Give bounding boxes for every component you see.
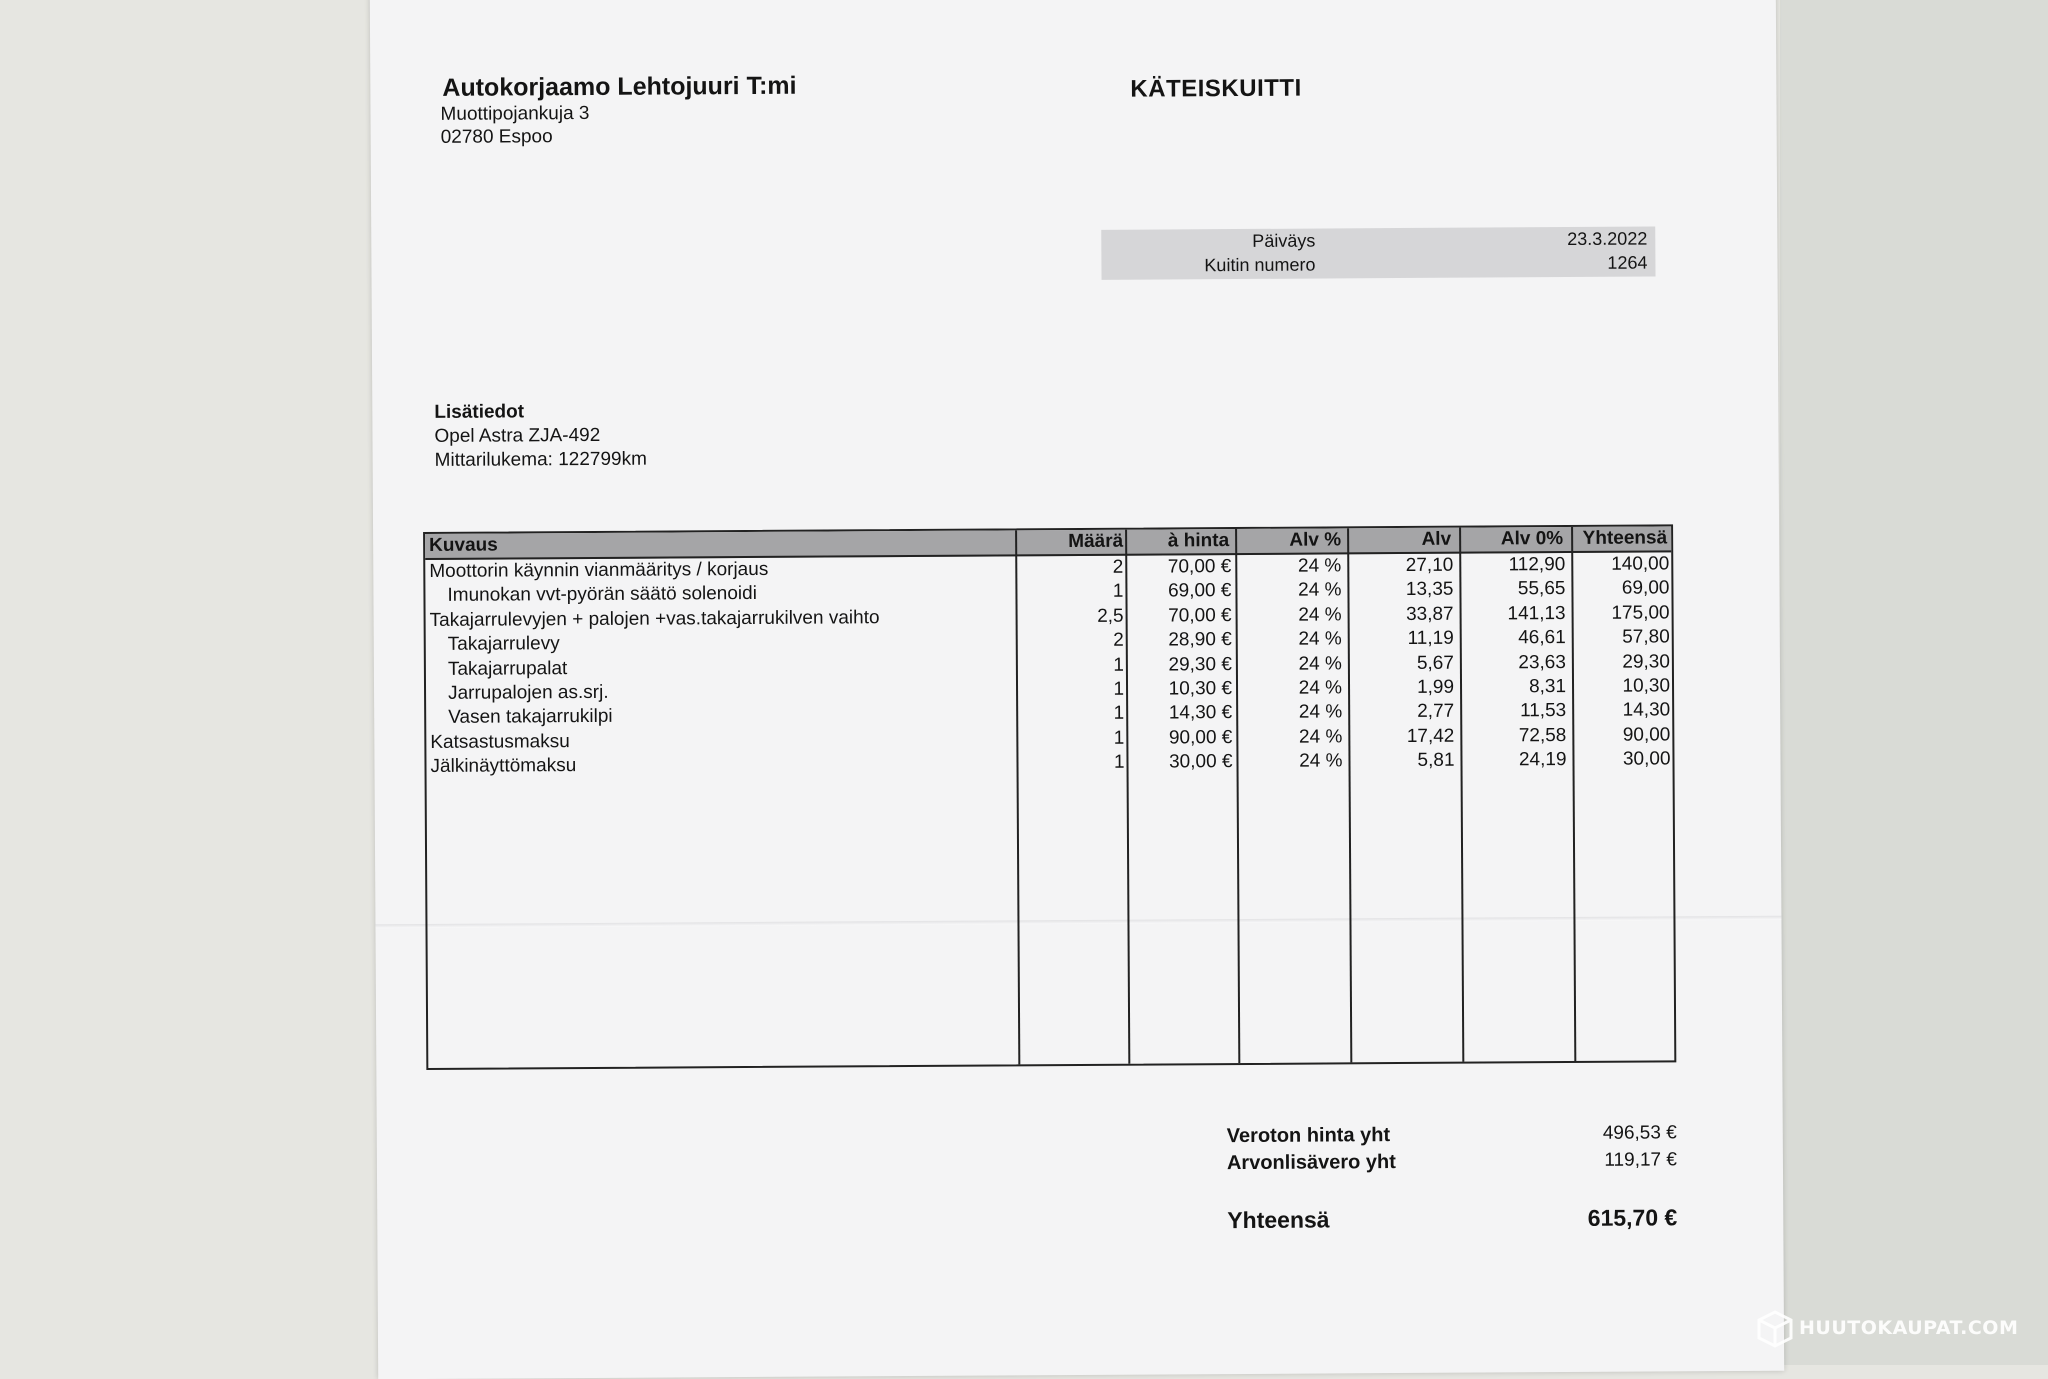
cell-quantity: 1 [1112, 581, 1124, 603]
cell-vat-percent: 24 % [1298, 677, 1343, 699]
cell-vat-percent: 24 % [1297, 555, 1342, 577]
net-total-value: 496,53 € [1602, 1122, 1677, 1144]
company-street: Muottipojankuja 3 [440, 102, 590, 125]
header-total: Yhteensä [1582, 527, 1668, 549]
cell-vat: 17,42 [1406, 725, 1455, 747]
cell-net: 8,31 [1528, 676, 1567, 698]
header-vat-percent: Alv % [1289, 529, 1342, 551]
cell-vat-percent: 24 % [1298, 726, 1343, 748]
cell-net: 72,58 [1518, 724, 1567, 747]
header-unit-price: à hinta [1167, 530, 1230, 552]
receipt-paper [370, 0, 1784, 1379]
cell-total: 10,30 [1622, 675, 1671, 697]
cell-description: Jarrupalojen as.srj. [447, 681, 609, 704]
cell-total: 30,00 [1622, 748, 1671, 770]
cell-description: Imunokan vvt-pyörän säätö solenoidi [447, 583, 757, 607]
grand-total-label: Yhteensä [1227, 1206, 1330, 1234]
vat-total-label: Arvonlisävero yht [1226, 1151, 1396, 1175]
receipt-info-box [1101, 226, 1655, 279]
header-description: Kuvaus [429, 534, 498, 556]
cell-vat: 27,10 [1405, 554, 1454, 576]
company-name: Autokorjaamo Lehtojuuri T:mi [442, 71, 797, 102]
cell-vat-percent: 24 % [1298, 652, 1342, 675]
cell-unit-price: 70,00 € [1167, 556, 1232, 578]
items-table [423, 524, 1676, 1070]
cell-net: 141,13 [1507, 602, 1566, 625]
cell-vat: 33,87 [1405, 603, 1454, 625]
cell-total: 175,00 [1611, 602, 1670, 624]
cell-vat: 13,35 [1405, 579, 1454, 601]
cell-vat: 5,81 [1417, 749, 1455, 772]
cell-description: Takajarrupalat [447, 657, 568, 680]
cell-vat-percent: 24 % [1298, 604, 1342, 626]
cell-description: Takajarrulevyjen + palojen +vas.takajarrukilven vaihto [429, 607, 880, 631]
cell-quantity: 1 [1113, 678, 1125, 700]
cell-unit-price: 90,00 € [1168, 726, 1233, 749]
grand-total-value: 615,70 € [1587, 1204, 1678, 1231]
receipt-number-value: 1264 [1607, 252, 1648, 273]
date-label: Päiväys [1252, 230, 1316, 251]
cell-unit-price: 14,30 € [1168, 702, 1233, 724]
watermark-text: HUUTOKAUPAT.COM [1799, 1317, 2019, 1339]
cell-total: 29,30 [1622, 650, 1670, 673]
header-vat: Alv [1421, 528, 1452, 550]
receipt-number-row [1101, 252, 1655, 279]
cell-net: 11,53 [1519, 700, 1567, 722]
cell-description: Vasen takajarrukilpi [448, 706, 613, 729]
cell-description: Takajarrulevy [447, 633, 560, 656]
cell-net: 46,61 [1518, 627, 1566, 649]
header-quantity: Määrä [1068, 530, 1124, 553]
cell-unit-price: 70,00 € [1168, 604, 1232, 627]
header-net: Alv 0% [1500, 528, 1564, 550]
cell-quantity: 1 [1113, 703, 1125, 725]
receipt-number-label: Kuitin numero [1204, 254, 1316, 276]
cell-total: 57,80 [1622, 626, 1670, 648]
cell-quantity: 2 [1113, 629, 1124, 651]
cell-total: 90,00 [1622, 724, 1671, 746]
cell-total: 69,00 [1621, 577, 1670, 600]
cell-quantity: 2,5 [1097, 605, 1124, 627]
company-city: 02780 Espoo [440, 126, 553, 148]
date-value: 23.3.2022 [1567, 228, 1648, 249]
cell-vat: 11,19 [1407, 627, 1454, 650]
cell-vat: 2,77 [1417, 701, 1455, 723]
cell-net: 112,90 [1508, 554, 1566, 576]
cell-unit-price: 29,30 € [1168, 653, 1232, 676]
cell-vat-percent: 24 % [1299, 750, 1343, 772]
cell-unit-price: 10,30 € [1168, 678, 1233, 700]
cell-vat-percent: 24 % [1298, 701, 1343, 724]
net-total-label: Veroton hinta yht [1226, 1124, 1391, 1148]
cell-vat: 5,67 [1416, 652, 1454, 674]
cell-total: 140,00 [1611, 553, 1670, 575]
document-title: KÄTEISKUITTI [1130, 74, 1302, 103]
cell-quantity: 2 [1112, 556, 1124, 578]
cell-quantity: 1 [1113, 727, 1125, 749]
cell-quantity: 1 [1113, 654, 1124, 676]
cell-description: Katsastusmaksu [430, 730, 570, 753]
cell-vat-percent: 24 % [1298, 579, 1342, 602]
cell-unit-price: 69,00 € [1167, 580, 1232, 602]
cell-vat: 1,99 [1416, 676, 1455, 698]
cell-total: 14,30 [1622, 699, 1671, 722]
vat-total-value: 119,17 € [1604, 1149, 1677, 1171]
hammer-cube-logo-icon [1755, 1308, 1795, 1348]
cell-unit-price: 30,00 € [1169, 751, 1233, 773]
cell-vat-percent: 24 % [1298, 628, 1342, 650]
cell-description: Jälkinäyttömaksu [430, 755, 577, 778]
notes-odometer: Mittarilukema: 122799km [434, 448, 647, 471]
cell-unit-price: 28,90 € [1168, 629, 1232, 651]
watermark [1755, 1308, 2018, 1348]
notes-title: Lisätiedot [434, 401, 525, 423]
cell-quantity: 1 [1113, 751, 1125, 773]
date-row [1101, 228, 1655, 255]
cell-net: 55,65 [1517, 578, 1566, 600]
cell-description: Moottorin käynnin vianmääritys / korjaus [429, 558, 769, 582]
cell-net: 24,19 [1518, 749, 1567, 771]
cell-net: 23,63 [1518, 651, 1566, 673]
notes-vehicle: Opel Astra ZJA-492 [434, 424, 601, 447]
background-right [1780, 0, 2048, 1365]
